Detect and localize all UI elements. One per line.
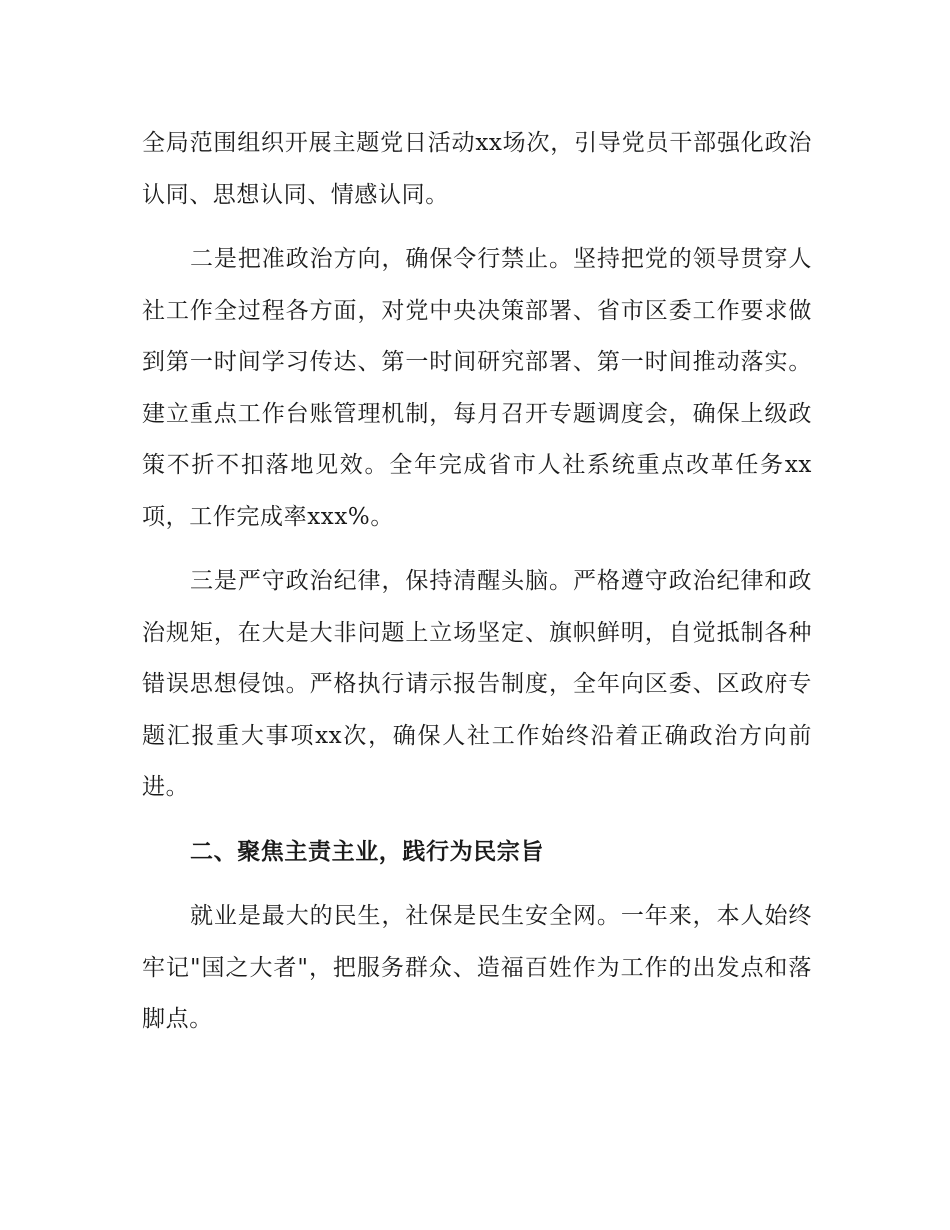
section-heading: 二、聚焦主责主业，践行为民宗旨 [190, 838, 544, 865]
paragraph-employment: 就业是最大的民生，社保是民生安全网。一年来，本人始终牢记"国之大者"，把服务群众、造福百姓作为工作的出发点和落脚点。 [142, 903, 812, 1032]
paragraph-political-direction: 二是把准政治方向，确保令行禁止。坚持把党的领导贯穿人社工作全过程各方面，对党中央决策部署、省市区委工作要求做到第一时间学习传达、第一时间研究部署、第一时间推动落实。建立重点工作台账管理机制，每月召开专题调度会，确保上级政策不折不扣落地见效。全年完成省市人社系统重点改革任务xx项，工作完成率xxx%。 [142, 246, 812, 530]
paragraph-continuation: 全局范围组织开展主题党日活动xx场次，引导党员干部强化政治认同、思想认同、情感认同。 [142, 130, 812, 208]
paragraph-political-discipline: 三是严守政治纪律，保持清醒头脑。严格遵守政治纪律和政治规矩，在大是大非问题上立场坚定、旗帜鲜明，自觉抵制各种错误思想侵蚀。严格执行请示报告制度，全年向区委、区政府专题汇报重大事项xx次，确保人社工作始终沿着正确政治方向前进。 [142, 568, 812, 800]
document-body [142, 118, 812, 1046]
